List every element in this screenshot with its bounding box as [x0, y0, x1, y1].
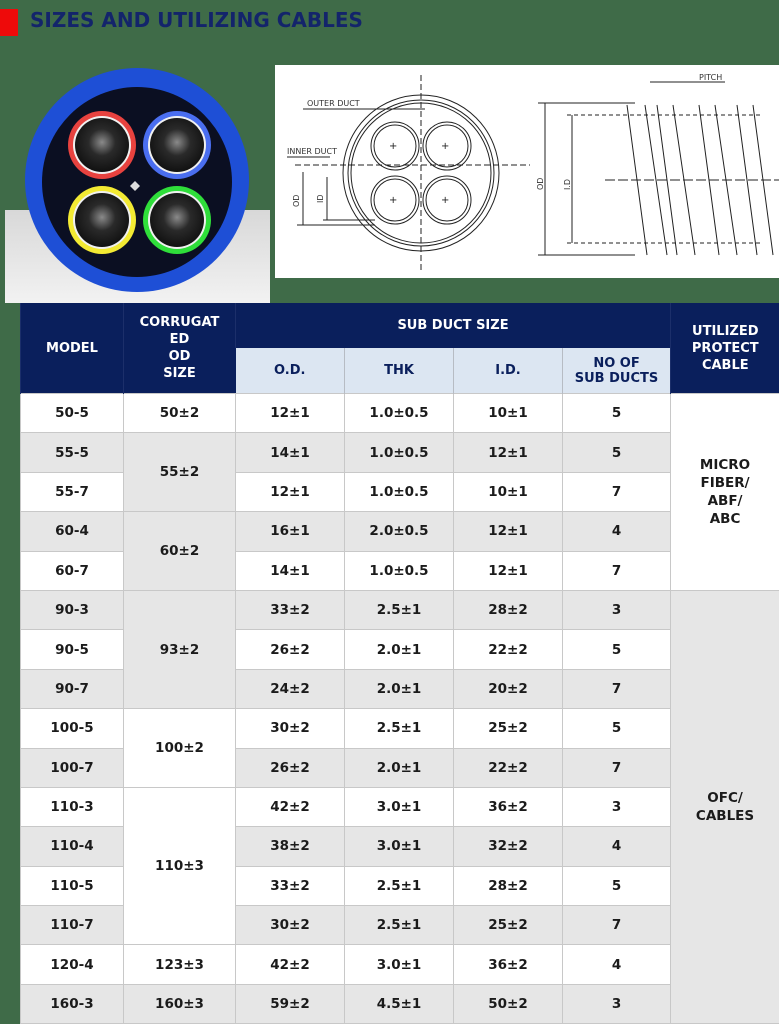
cell-od: 30±2 [236, 906, 345, 945]
cell-corrugated-od: 110±3 [124, 787, 236, 945]
cell-model: 100-5 [21, 709, 124, 748]
cell-thk: 2.0±1 [345, 748, 454, 787]
cell-od: 16±1 [236, 512, 345, 551]
header-thk: THK [345, 348, 454, 394]
svg-text:+: + [389, 141, 398, 152]
cell-thk: 3.0±1 [345, 827, 454, 866]
header-no-of-sub-ducts: NO OF SUB DUCTS [563, 348, 671, 394]
cell-model: 110-5 [21, 866, 124, 905]
side-view-drawing [536, 73, 779, 255]
svg-text:+: + [441, 141, 450, 152]
table-row [21, 787, 779, 826]
cell-sub-duct-count: 7 [563, 669, 671, 708]
cell-thk: 2.5±1 [345, 590, 454, 629]
specification-table [20, 303, 779, 1024]
cell-corrugated-od: 55±2 [124, 433, 236, 512]
cell-utilized-cable-micro-fiber: MICRO FIBER/ ABF/ ABC [671, 394, 779, 591]
cell-id: 32±2 [454, 827, 563, 866]
sub-duct-green [143, 186, 211, 254]
cell-thk: 2.5±1 [345, 906, 454, 945]
cell-sub-duct-count: 3 [563, 590, 671, 629]
svg-text:PITCH: PITCH [699, 73, 723, 82]
table-row [21, 709, 779, 748]
cell-id: 12±1 [454, 433, 563, 472]
cell-model: 160-3 [21, 984, 124, 1023]
cell-model: 60-7 [21, 551, 124, 590]
header-corrugated-od-size: CORRUGAT ED OD SIZE [124, 303, 236, 394]
cell-thk: 2.5±1 [345, 866, 454, 905]
svg-text:ID: ID [316, 194, 325, 203]
header-sub-duct-size: SUB DUCT SIZE [236, 303, 671, 348]
cell-id: 28±2 [454, 590, 563, 629]
duct-product-photo [5, 65, 275, 303]
header-utilized-protect-cable: UTILIZED PROTECT CABLE [671, 303, 779, 394]
sub-duct-red [68, 111, 136, 179]
cell-sub-duct-count: 5 [563, 433, 671, 472]
sub-duct-blue [143, 111, 211, 179]
table-row [21, 590, 779, 629]
cell-thk: 1.0±0.5 [345, 472, 454, 511]
cell-corrugated-od: 93±2 [124, 590, 236, 708]
cell-model: 55-5 [21, 433, 124, 472]
cell-od: 26±2 [236, 630, 345, 669]
table-row [21, 394, 779, 433]
cell-od: 14±1 [236, 551, 345, 590]
table-row [21, 433, 779, 472]
cell-sub-duct-count: 4 [563, 945, 671, 984]
cell-sub-duct-count: 7 [563, 472, 671, 511]
cell-model: 50-5 [21, 394, 124, 433]
cell-sub-duct-count: 4 [563, 512, 671, 551]
cell-sub-duct-count: 3 [563, 984, 671, 1023]
cell-id: 36±2 [454, 787, 563, 826]
cell-model: 60-4 [21, 512, 124, 551]
cell-corrugated-od: 123±3 [124, 945, 236, 984]
cell-sub-duct-count: 5 [563, 866, 671, 905]
cell-model: 55-7 [21, 472, 124, 511]
cell-sub-duct-count: 7 [563, 906, 671, 945]
header-id: I.D. [454, 348, 563, 394]
cell-sub-duct-count: 3 [563, 787, 671, 826]
svg-text:I.D: I.D [563, 178, 572, 190]
page-title: SIZES AND UTILIZING CABLES [30, 8, 363, 32]
cell-sub-duct-count: 5 [563, 709, 671, 748]
cell-od: 12±1 [236, 394, 345, 433]
cell-od: 30±2 [236, 709, 345, 748]
svg-text:INNER DUCT: INNER DUCT [287, 147, 337, 156]
cell-od: 59±2 [236, 984, 345, 1023]
cell-id: 28±2 [454, 866, 563, 905]
title-marker [0, 9, 18, 36]
cell-model: 110-4 [21, 827, 124, 866]
cell-model: 90-3 [21, 590, 124, 629]
cell-model: 120-4 [21, 945, 124, 984]
cell-thk: 2.5±1 [345, 709, 454, 748]
cell-id: 10±1 [454, 472, 563, 511]
cell-id: 25±2 [454, 906, 563, 945]
table-row [21, 945, 779, 984]
sub-duct-yellow [68, 186, 136, 254]
cell-od: 42±2 [236, 945, 345, 984]
cell-model: 90-5 [21, 630, 124, 669]
cell-thk: 2.0±1 [345, 669, 454, 708]
cell-thk: 2.0±0.5 [345, 512, 454, 551]
cell-id: 50±2 [454, 984, 563, 1023]
cell-thk: 1.0±0.5 [345, 551, 454, 590]
cell-utilized-cable-ofc: OFC/ CABLES [671, 590, 779, 1023]
cell-id: 10±1 [454, 394, 563, 433]
cell-od: 38±2 [236, 827, 345, 866]
table-row [21, 512, 779, 551]
cell-model: 110-3 [21, 787, 124, 826]
cell-od: 14±1 [236, 433, 345, 472]
cell-model: 100-7 [21, 748, 124, 787]
svg-text:+: + [441, 195, 450, 206]
cell-sub-duct-count: 7 [563, 748, 671, 787]
cell-thk: 3.0±1 [345, 787, 454, 826]
cell-id: 20±2 [454, 669, 563, 708]
svg-text:OD: OD [292, 194, 301, 207]
svg-text:+: + [389, 195, 398, 206]
cell-od: 42±2 [236, 787, 345, 826]
cell-id: 12±1 [454, 551, 563, 590]
svg-text:OD: OD [536, 177, 545, 190]
cell-thk: 1.0±0.5 [345, 433, 454, 472]
cross-section-drawing [287, 75, 530, 273]
cell-thk: 2.0±1 [345, 630, 454, 669]
cell-model: 90-7 [21, 669, 124, 708]
cell-corrugated-od: 60±2 [124, 512, 236, 591]
cell-sub-duct-count: 4 [563, 827, 671, 866]
cell-od: 33±2 [236, 590, 345, 629]
table-row [21, 984, 779, 1023]
cell-id: 22±2 [454, 630, 563, 669]
technical-diagram [275, 65, 779, 278]
cell-corrugated-od: 160±3 [124, 984, 236, 1023]
cell-corrugated-od: 50±2 [124, 394, 236, 433]
header-od: O.D. [236, 348, 345, 394]
cell-thk: 1.0±0.5 [345, 394, 454, 433]
header-model: MODEL [21, 303, 124, 394]
cell-sub-duct-count: 7 [563, 551, 671, 590]
cell-id: 25±2 [454, 709, 563, 748]
section-header [0, 6, 400, 36]
cell-od: 24±2 [236, 669, 345, 708]
cell-corrugated-od: 100±2 [124, 709, 236, 788]
svg-text:OUTER DUCT: OUTER DUCT [307, 99, 360, 108]
cell-od: 26±2 [236, 748, 345, 787]
cell-thk: 4.5±1 [345, 984, 454, 1023]
cell-model: 110-7 [21, 906, 124, 945]
cell-sub-duct-count: 5 [563, 394, 671, 433]
cell-od: 12±1 [236, 472, 345, 511]
cell-thk: 3.0±1 [345, 945, 454, 984]
cell-id: 12±1 [454, 512, 563, 551]
cell-sub-duct-count: 5 [563, 630, 671, 669]
cell-id: 22±2 [454, 748, 563, 787]
cell-id: 36±2 [454, 945, 563, 984]
cell-od: 33±2 [236, 866, 345, 905]
